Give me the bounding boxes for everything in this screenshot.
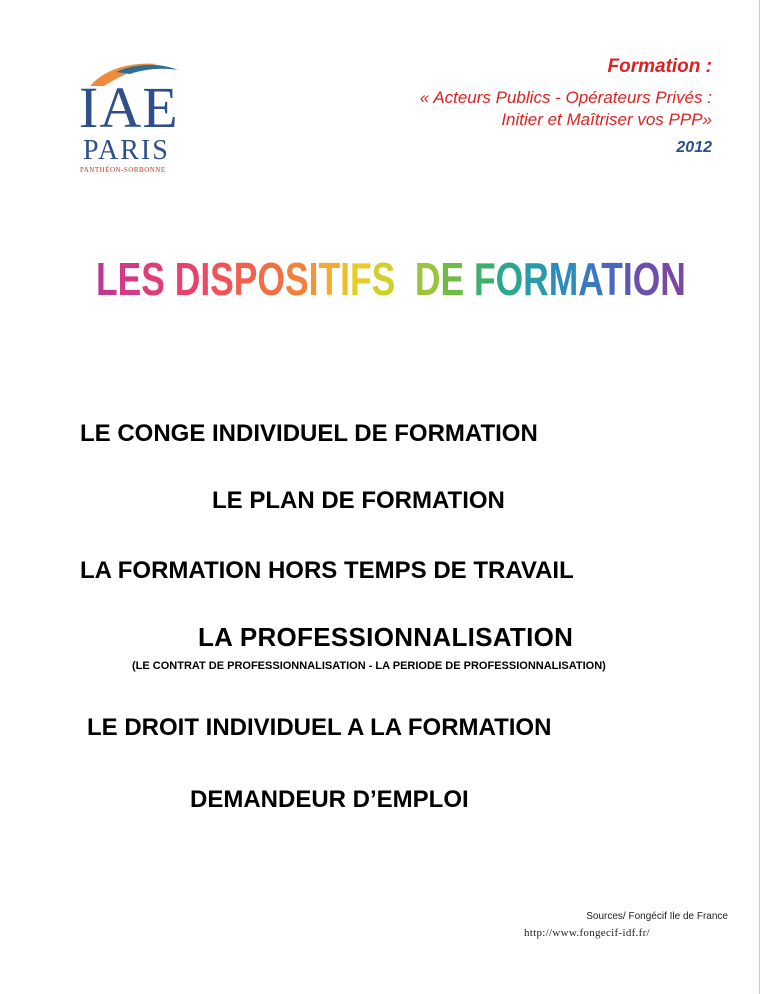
main-title-letter: N: [660, 253, 686, 305]
main-title-letter: S: [284, 253, 309, 305]
page-edge: [759, 0, 760, 994]
main-title-letter: S: [371, 253, 396, 305]
main-title-letter: M: [548, 253, 579, 305]
iae-logo: [76, 58, 186, 188]
main-title-letter: E: [440, 253, 465, 305]
main-title-letter: O: [495, 253, 524, 305]
item-plan-formation: LE PLAN DE FORMATION: [212, 487, 505, 514]
main-title-letter: [464, 253, 474, 305]
main-title-letter: T: [318, 253, 341, 305]
header-year: 2012: [676, 139, 712, 156]
main-title-letter: D: [174, 253, 201, 305]
sources-url[interactable]: http://www.fongecif-idf.fr/: [524, 927, 650, 939]
main-title-letter: O: [632, 253, 661, 305]
main-title-letter: D: [414, 253, 441, 305]
item-professionnalisation-detail: (LE CONTRAT DE PROFESSIONNALISATION - LA PERIODE DE PROFESSIONNALISATION): [132, 660, 606, 672]
main-title: [96, 253, 686, 305]
item-conge-individuel: LE CONGE INDIVIDUEL DE FORMATION: [80, 420, 538, 447]
main-title-letter: O: [257, 253, 285, 305]
header-subtitle-line1: « Acteurs Publics - Opérateurs Privés :: [419, 88, 712, 107]
main-title-letter: F: [349, 253, 372, 305]
item-professionnalisation: LA PROFESSIONNALISATION: [198, 622, 574, 652]
main-title-letter: P: [233, 253, 258, 305]
logo-iae-text: IAE: [79, 75, 179, 140]
main-title-letter: [165, 253, 175, 305]
sources-label: Sources/ Fongécif Ile de France: [586, 911, 728, 922]
main-title-letter: A: [578, 253, 602, 305]
main-title-letter: R: [523, 253, 549, 305]
main-title-letter: L: [96, 253, 118, 305]
header-subtitle-line2: Initier et Maîtriser vos PPP»: [501, 110, 712, 129]
item-hors-temps: LA FORMATION HORS TEMPS DE TRAVAIL: [80, 557, 574, 584]
logo-paris-text: PARIS: [83, 135, 170, 166]
header-title: Formation :: [607, 56, 712, 77]
main-title-letter: S: [141, 253, 165, 305]
main-title-letter: F: [473, 253, 496, 305]
main-title-letter: [395, 253, 405, 305]
main-title-letter: T: [601, 253, 623, 305]
main-title-letter: I: [622, 253, 633, 305]
logo-subtitle: PANTHÉON-SORBONNE: [80, 166, 166, 174]
main-title-letter: S: [210, 253, 234, 305]
item-demandeur-emploi: DEMANDEUR D’EMPLOI: [190, 786, 469, 813]
main-title-letter: I: [340, 253, 350, 305]
main-title-letter: E: [117, 253, 142, 305]
main-title-letter: I: [308, 253, 319, 305]
item-droit-individuel: LE DROIT INDIVIDUEL A LA FORMATION: [87, 714, 552, 741]
main-title-letter: [405, 253, 415, 305]
main-title-letter: I: [200, 253, 211, 305]
